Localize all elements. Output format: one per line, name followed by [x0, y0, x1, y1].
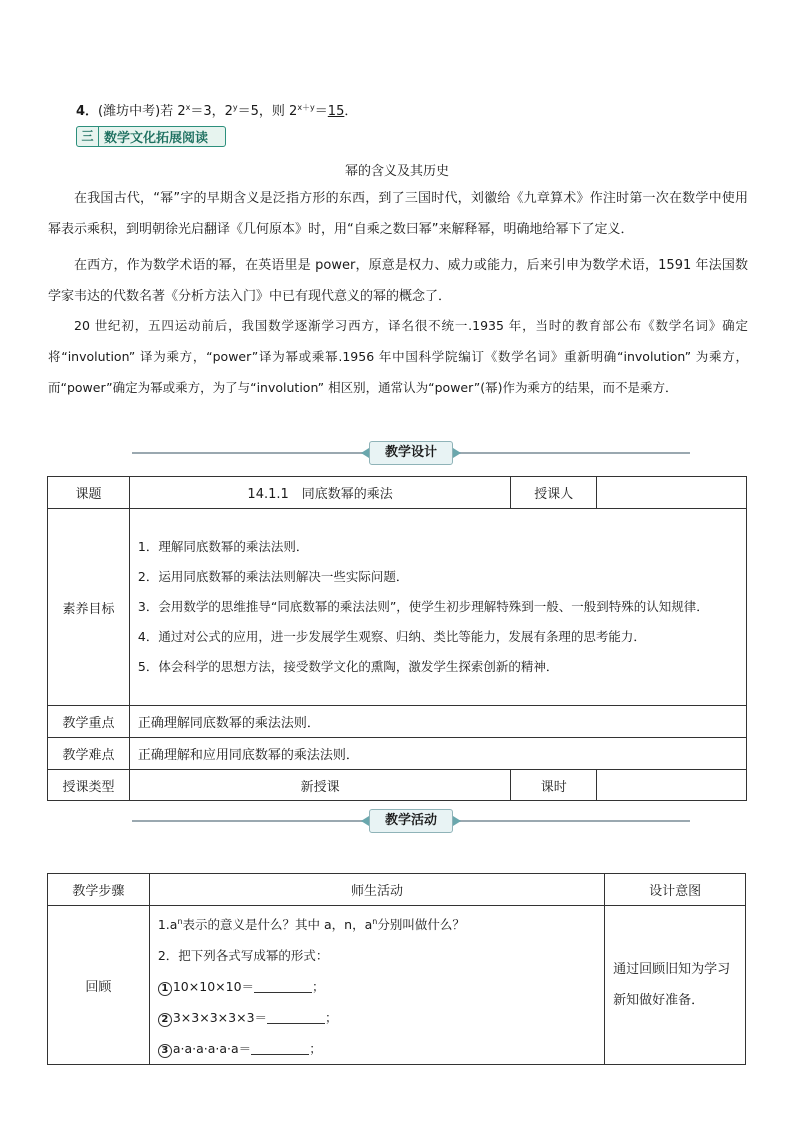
circled-number: 1 [158, 982, 172, 996]
q1-part-a: 1.a [157, 917, 178, 932]
answer-blank [267, 1012, 325, 1024]
q1-part-b: 表示的意义是什么？其中 a，n，a [182, 917, 373, 932]
exercise-answer: 15 [327, 104, 345, 119]
exercise-item [158, 1033, 596, 1064]
table-row [48, 706, 747, 738]
goal-item: 5．体会科学的思想方法，接受数学文化的熏陶，激发学生探索创新的精神． [137, 659, 559, 674]
key-point-value: 正确理解同底数幂的乘法法则． [129, 706, 746, 738]
q1-exponent: n [177, 917, 183, 926]
reading-paragraph-1: 在我国古代，“幂”字的早期含义是泛指方形的东西，到了三国时代，刘徽给《九章算术》作注时第一次在数学中使用幂表示乘积，到明朝徐光启翻译《几何原本》时，用“自乘之数曰幂”来解释幂，明确地给幂下了定义． [48, 191, 748, 237]
exercise-expr: 10×10×10＝ [172, 979, 255, 994]
section-tag [76, 126, 226, 147]
teaching-design-banner [132, 441, 690, 465]
header-intent: 设计意图 [605, 874, 746, 906]
exponent-x: x [185, 103, 191, 112]
difficulty-label: 教学难点 [48, 738, 130, 770]
goal-item: 1．理解同底数幂的乘法法则． [137, 539, 309, 554]
exercise-item [158, 971, 596, 1002]
question-1 [158, 906, 596, 940]
q1-exponent-2: n [372, 917, 378, 926]
hours-value [597, 770, 747, 801]
header-step: 教学步骤 [48, 874, 150, 906]
table-row [48, 770, 747, 801]
header-activity: 师生活动 [149, 874, 604, 906]
reading-paragraph-2: 在西方，作为数学术语的幂，在英语里是 power，原意是权力、威力或能力，后来引申为数学术语，1591 年法国数学家韦达的代数名著《分析方法入门》中已有现代意义的幂的概念了． [48, 258, 748, 304]
activity-content [149, 906, 604, 1065]
exercise-end: ； [325, 1010, 338, 1025]
exercise-text-b: ＝3，2 [190, 104, 233, 119]
exercise-expr: a·a·a·a·a·a＝ [172, 1041, 252, 1056]
exercise-text-d: ＝ [314, 104, 328, 119]
exercise-end: ； [309, 1041, 322, 1056]
goal-item: 2．运用同底数幂的乘法法则解决一些实际问题． [137, 569, 409, 584]
circled-number: 3 [158, 1044, 172, 1058]
hours-label: 课时 [511, 770, 597, 801]
goal-item: 3．会用数学的思维推导“同底数幂的乘法法则”，使学生初步理解特殊到一般、一般到特殊的认知规律． [137, 599, 709, 614]
teacher-label: 授课人 [511, 477, 597, 509]
teaching-design-table [47, 476, 747, 801]
exponent-y: y [232, 103, 238, 112]
q1-part-c: 分别叫做什么？ [377, 917, 465, 932]
exercise-4 [76, 100, 357, 119]
exercise-text-a: (潍坊中考)若 2 [98, 104, 186, 119]
design-intent: 通过回顾旧知为学习新知做好准备． [605, 906, 746, 1065]
exponent-x-plus-y: x＋y [297, 103, 315, 112]
exercise-item [158, 1002, 596, 1033]
goals-label: 素养目标 [48, 509, 130, 706]
teaching-activity-table [47, 873, 746, 1065]
question-2: 2．把下列各式写成幂的形式： [157, 948, 329, 963]
key-point-label: 教学重点 [48, 706, 130, 738]
teaching-activity-banner [132, 809, 690, 833]
exercise-end: ； [312, 979, 325, 994]
exercise-text-c: ＝5，则 2 [237, 104, 298, 119]
teacher-value [597, 477, 747, 509]
topic-value: 14.1.1 同底数幂的乘法 [129, 477, 510, 509]
difficulty-value: 正确理解和应用同底数幂的乘法法则． [129, 738, 746, 770]
goals-list [129, 509, 746, 706]
topic-label: 课题 [48, 477, 130, 509]
table-row [48, 477, 747, 509]
exercise-text-e: ． [344, 104, 358, 119]
answer-blank [251, 1043, 309, 1055]
reading-paragraph-3: 20 世纪初，五四运动前后，我国数学逐渐学习西方，译名很不统一.1935 年，当时的教育部公布《数学名词》确定将“involution” 译为乘方，“power”译为幂或乘幂.1956 年中国科学院编订《数学名词》重新明确“involution” 为乘方，而“power”确定为幂或乘方，为了与“involution” 相区别，通常认为“power”(幂)作为乘方的结果，而不是乘方． [48, 318, 748, 395]
lesson-type-value: 新授课 [129, 770, 510, 801]
banner-label: 教学设计 [369, 441, 453, 465]
table-row [48, 906, 746, 1065]
step-review: 回顾 [48, 906, 150, 1065]
banner-label: 教学活动 [369, 809, 453, 833]
answer-blank [254, 981, 312, 993]
lesson-type-label: 授课类型 [48, 770, 130, 801]
goal-item: 4．通过对公式的应用，进一步发展学生观察、归纳、类比等能力，发展有条理的思考能力． [137, 629, 646, 644]
table-row [48, 738, 747, 770]
section-index: 三 [77, 127, 99, 146]
table-row [48, 874, 746, 906]
reading-title: 幂的含义及其历史 [344, 164, 449, 179]
circled-number: 2 [158, 1013, 172, 1027]
exercise-number: 4． [76, 104, 99, 119]
section-label: 数学文化拓展阅读 [104, 131, 209, 146]
table-row [48, 509, 747, 706]
exercise-expr: 3×3×3×3×3＝ [172, 1010, 268, 1025]
